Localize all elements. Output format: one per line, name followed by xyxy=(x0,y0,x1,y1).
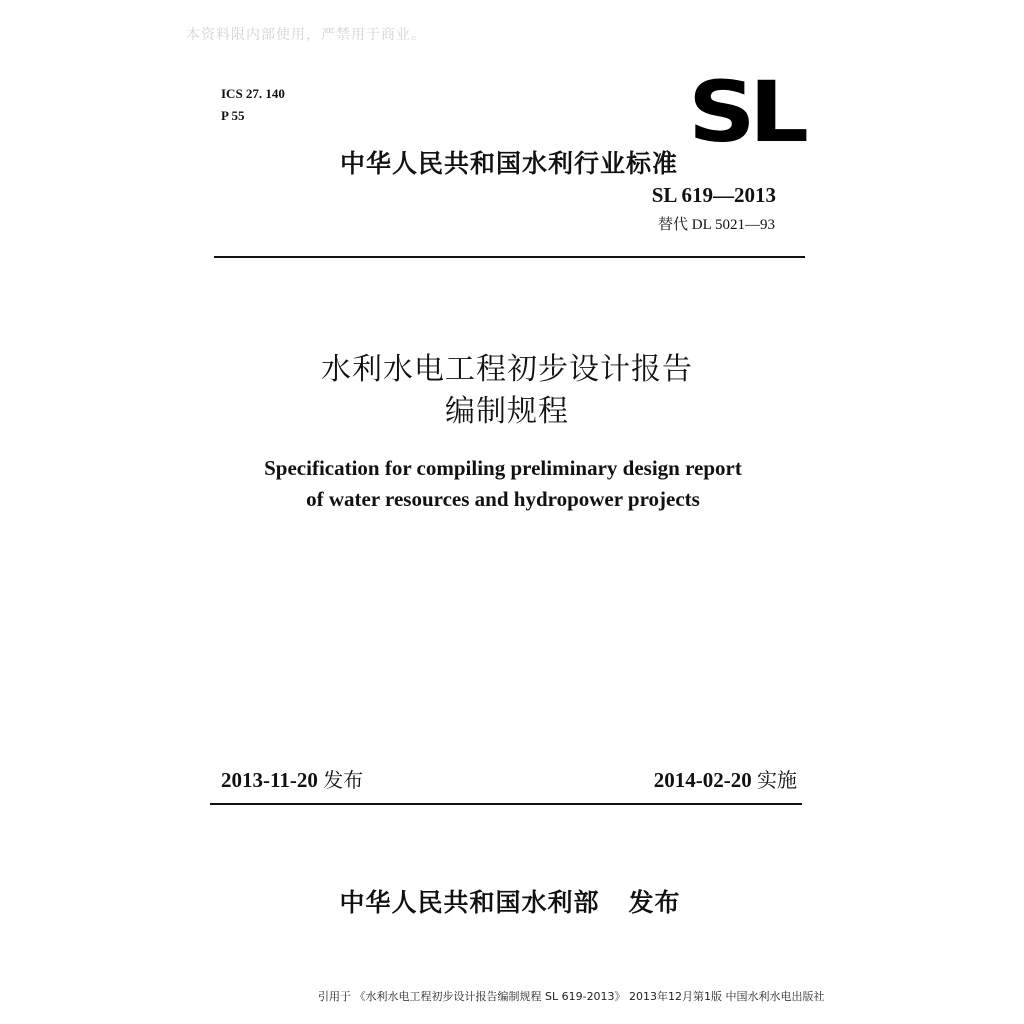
sl-logo: SL xyxy=(688,63,803,161)
implementation-date: 2014-02-20 xyxy=(653,768,752,792)
publisher: 中华人民共和国水利部 发布 xyxy=(339,888,681,917)
classification-codes xyxy=(221,83,285,127)
title-zh-line1: 水利水电工程初步设计报告 xyxy=(321,352,693,387)
title-en-line1: Specification for compiling preliminary design report xyxy=(264,456,742,480)
title-zh-line2: 编制规程 xyxy=(445,394,569,429)
bottom-divider xyxy=(210,803,802,805)
issue-date: 2013-11-20 xyxy=(221,768,318,792)
category-code: P 55 xyxy=(221,108,245,123)
citation-footer: 引用于 《水利水电工程初步设计报告编制规程 SL 619-2013》 2013年12月第1版 中国水利水电出版社 xyxy=(318,990,825,1003)
issue-label: 发布 xyxy=(323,768,364,792)
standard-category: 中华人民共和国水利行业标准 xyxy=(340,149,679,178)
implementation-label: 实施 xyxy=(757,768,797,792)
issue-date-block xyxy=(221,764,363,793)
ics-code: ICS 27. 140 xyxy=(221,86,285,101)
standard-number: SL 619—2013 xyxy=(651,183,776,207)
replaces-standard: 替代 DL 5021—93 xyxy=(658,217,775,233)
watermark-text: 本资料限内部使用，严禁用于商业。 xyxy=(186,27,426,43)
top-divider xyxy=(214,256,805,258)
title-en-line2: of water resources and hydropower projects xyxy=(306,487,700,511)
implementation-date-block xyxy=(654,764,797,793)
